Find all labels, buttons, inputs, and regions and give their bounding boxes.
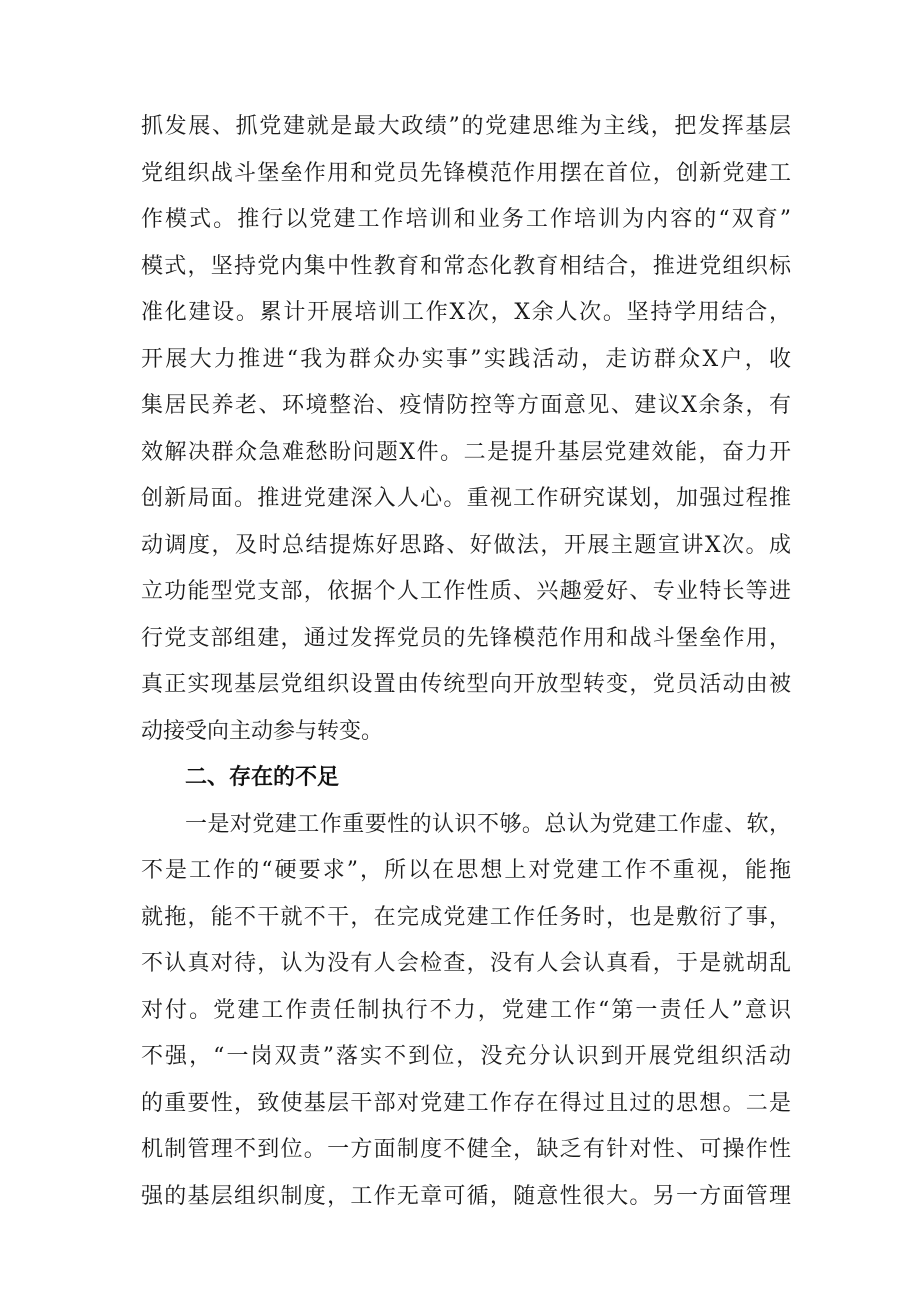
text-line: 不强，“一岗双责”落实不到位，没充分认识到开展党组织活动 bbox=[141, 1044, 791, 1069]
text-line: 动调度，及时总结提炼好思路、好做法，开展主题宣讲X次。成 bbox=[141, 532, 791, 558]
text-line: 对付。党建工作责任制执行不力，党建工作“第一责任人”意识 bbox=[141, 997, 791, 1023]
text-line: 作模式。推行以党建工作培训和业务工作培训为内容的“双育” bbox=[141, 207, 791, 232]
text-line: 党组织战斗堡垒作用和党员先锋模范作用摆在首位，创新党建工 bbox=[141, 160, 791, 186]
text-line: 就拖，能不干就不干，在完成党建工作任务时，也是敷衍了事， bbox=[141, 904, 791, 930]
text-line: 创新局面。推进党建深入人心。重视工作研究谋划，加强过程推 bbox=[141, 486, 791, 511]
document-body bbox=[141, 104, 791, 1220]
text-line: 强的基层组织制度，工作无章可循，随意性很大。另一方面管理 bbox=[141, 1183, 791, 1209]
section-heading: 二、存在的不足 bbox=[185, 765, 340, 790]
text-line: 效解决群众急难愁盼问题X件。二是提升基层党建效能，奋力开 bbox=[141, 439, 791, 465]
text-line: 机制管理不到位。一方面制度不健全，缺乏有针对性、可操作性 bbox=[141, 1137, 791, 1162]
text-line: 一是对党建工作重要性的认识不够。总认为党建工作虚、软， bbox=[185, 811, 791, 837]
text-line: 的重要性，致使基层干部对党建工作存在得过且过的思想。二是 bbox=[141, 1090, 791, 1116]
text-line: 动接受向主动参与转变。 bbox=[141, 718, 384, 744]
text-line: 模式，坚持党内集中性教育和常态化教育相结合，推进党组织标 bbox=[141, 253, 791, 279]
text-line: 开展大力推进“我为群众办实事”实践活动，走访群众X户，收 bbox=[141, 346, 791, 372]
text-line: 立功能型党支部，依据个人工作性质、兴趣爱好、专业特长等进 bbox=[141, 579, 791, 604]
text-line: 行党支部组建，通过发挥党员的先锋模范作用和战斗堡垒作用， bbox=[141, 625, 791, 651]
text-line: 集居民养老、环境整治、疫情防控等方面意见、建议X余条，有 bbox=[141, 393, 791, 418]
text-line: 真正实现基层党组织设置由传统型向开放型转变，党员活动由被 bbox=[141, 672, 791, 697]
text-line: 准化建设。累计开展培训工作X次，X余人次。坚持学用结合， bbox=[141, 300, 791, 325]
paragraph-2 bbox=[141, 802, 791, 1221]
paragraph-1 bbox=[141, 104, 791, 755]
text-line: 抓发展、抓党建就是最大政绩”的党建思维为主线，把发挥基层 bbox=[141, 114, 791, 139]
text-line: 不认真对待，认为没有人会检查，没有人会认真看，于是就胡乱 bbox=[141, 951, 791, 976]
text-line: 不是工作的“硬要求”，所以在思想上对党建工作不重视，能拖 bbox=[141, 858, 791, 883]
